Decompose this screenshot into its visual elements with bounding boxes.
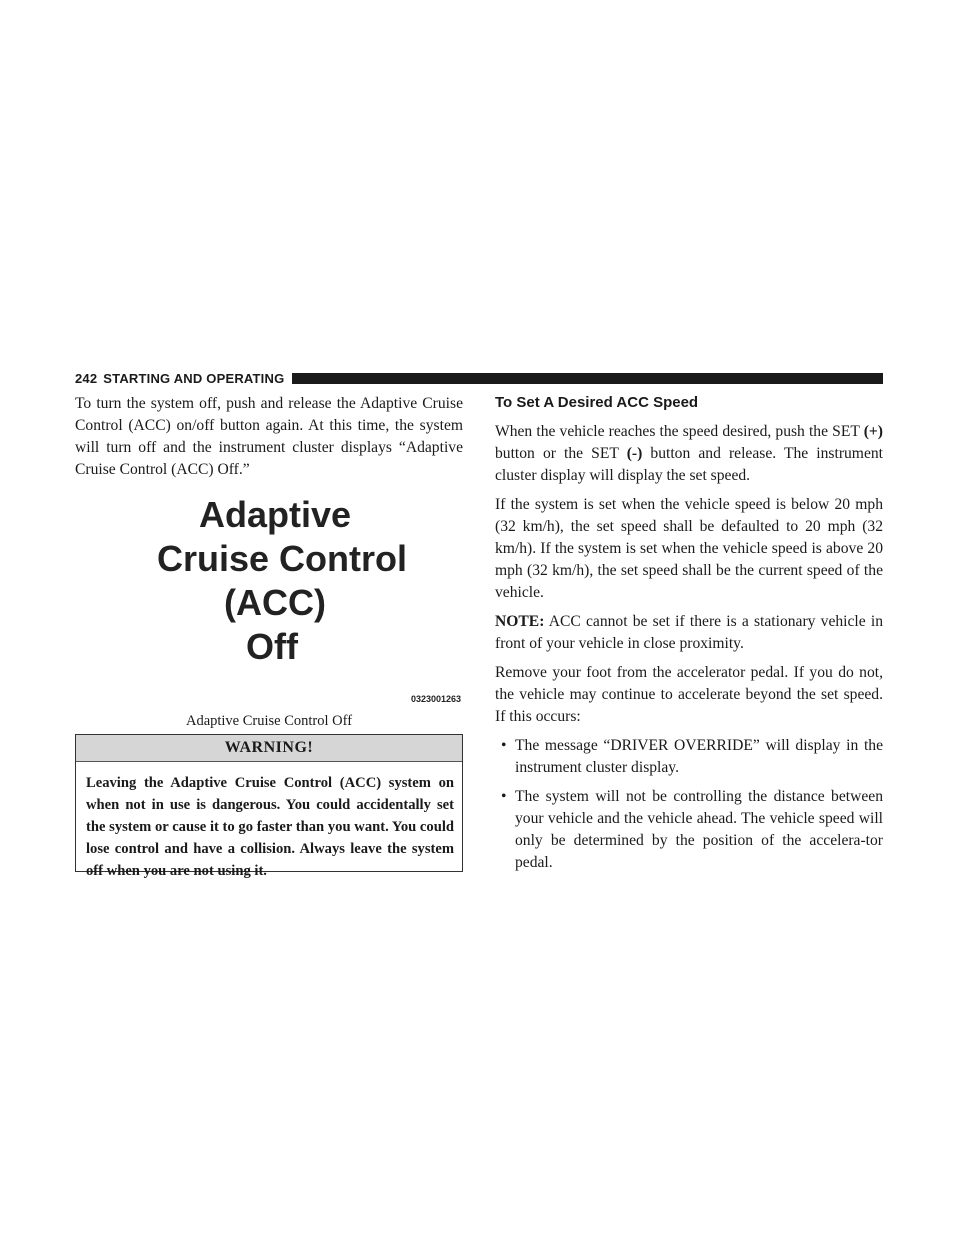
- figure-line-1: Adaptive: [199, 494, 352, 535]
- p1-text-b: button or the SET: [495, 445, 627, 462]
- figure-line-3: (ACC): [224, 582, 326, 623]
- figure-code: 0323001263: [410, 694, 461, 704]
- page-header: [75, 368, 883, 388]
- section-heading: To Set A Desired ACC Speed: [495, 394, 699, 411]
- list-item-text: The message “DRIVER OVERRIDE” will display in the instrument cluster display.: [515, 737, 883, 776]
- override-paragraph: Remove your foot from the accelerator pedal. If you do not, the vehicle may continue to accelerate beyond the set speed. If this occurs:: [495, 664, 883, 725]
- override-list: [495, 735, 883, 874]
- warning-box: [75, 734, 463, 879]
- p1-text-c: button and release. The instrument cluster display will display the set speed.: [495, 445, 883, 484]
- note-paragraph: [495, 611, 883, 655]
- figure-line-4: Off: [246, 626, 298, 667]
- list-item: [495, 786, 883, 874]
- list-item: [495, 735, 883, 779]
- set-speed-paragraph: [495, 421, 883, 487]
- bullet-icon: •: [501, 737, 507, 754]
- intro-paragraph: To turn the system off, push and release the Adaptive Cruise Control (ACC) on/off button again. At this time, the system will turn off and the instrument cluster displays “Adaptive Cruise Control (ACC) Off.”: [75, 395, 463, 478]
- page-number: 242: [75, 370, 98, 386]
- list-item-text: The system will not be controlling the distance between your vehicle and the vehicle ahead. The vehicle speed will only be determined by the position of the accelera-tor pedal.: [515, 788, 883, 871]
- p1-text-a: When the vehicle reaches the speed desired, push the SET: [495, 423, 864, 440]
- figure-caption: Adaptive Cruise Control Off: [185, 713, 353, 729]
- right-column: [495, 393, 883, 881]
- warning-body: Leaving the Adaptive Cruise Control (ACC) system on when not in use is dangerous. You could accidentally set the system or cause it to go faster than you want. You could lose control and have a collision. Always leave the system off when you are not using it.: [86, 775, 454, 879]
- note-label: NOTE:: [495, 613, 545, 630]
- figure-line-2: Cruise Control: [157, 538, 408, 579]
- bullet-icon: •: [501, 788, 507, 805]
- section-title: STARTING AND OPERATING: [103, 370, 285, 386]
- set-plus-label: (+): [863, 423, 883, 440]
- warning-title: WARNING!: [76, 735, 462, 762]
- header-rule: [292, 373, 883, 384]
- note-text: ACC cannot be set if there is a stationary vehicle in front of your vehicle in close proximity.: [495, 613, 883, 652]
- default-speed-paragraph: If the system is set when the vehicle speed is below 20 mph (32 km/h), the set speed shall be defaulted to 20 mph (32 km/h). If the system is set when the vehicle speed is above 20 mph (32 km/h), the set speed shall be the current speed of the vehicle.: [495, 496, 883, 601]
- set-minus-label: (-): [626, 445, 643, 462]
